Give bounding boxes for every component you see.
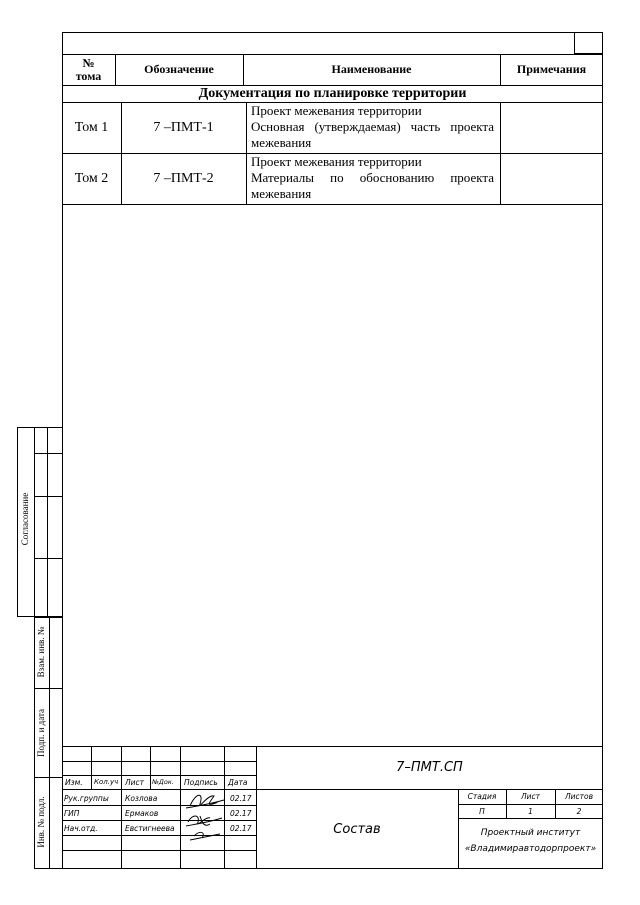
row-1-designation: 7 –ПМТ-1	[153, 119, 214, 135]
sheet-label: Лист	[520, 792, 540, 801]
agreement-label: Согласование	[20, 492, 30, 546]
sign-date-label: Подп. и дата	[36, 708, 46, 758]
org-line-2: «Владимиравтодорпроект»	[464, 844, 597, 854]
section-title: Документация по планировке территории	[198, 85, 467, 101]
stage-label: Стадия	[467, 792, 497, 801]
sheet-value: 1	[528, 806, 533, 816]
row-1-volume: Том 1	[74, 119, 109, 135]
sheets-value: 2	[576, 806, 582, 816]
row-2-name	[246, 154, 500, 202]
signer-2-date: 02.17	[230, 809, 252, 818]
signer-3-date: 02.17	[230, 824, 252, 833]
doc-title: Состав	[333, 821, 381, 837]
signer-2-name: Ермаков	[125, 809, 159, 818]
row-1-name-line1: Проект межевания территории	[251, 103, 422, 118]
col-izm: Изм.	[65, 778, 83, 787]
row-2-name-line1: Проект межевания территории	[251, 154, 422, 169]
signer-1-role: Рук.группы	[64, 794, 109, 803]
row-1-name-rest: Основная (утверждаемая) часть проекта межевания	[251, 119, 494, 150]
col-data: Дата	[228, 778, 248, 787]
replaced-inv-label: Взам. инв. №	[36, 626, 46, 678]
row-1-notes	[500, 102, 603, 153]
signer-3-role: Нач.отд.	[64, 824, 98, 833]
col-kol-uch: Кол.уч	[94, 778, 119, 786]
col-n-dok: №Док.	[152, 778, 174, 786]
signatures-graphic	[180, 786, 228, 842]
row-2-name-rest: Материалы по обоснованию проекта межевания	[251, 170, 494, 201]
header-notes: Примечания	[516, 62, 587, 76]
stage-value: П	[479, 806, 485, 816]
sheets-label: Листов	[564, 792, 593, 801]
inv-orig-label: Инв. № подл.	[36, 796, 46, 848]
signer-1-date: 02.17	[230, 794, 252, 803]
header-volume-no: № тома	[75, 55, 102, 83]
col-podpis: Подпись	[184, 778, 218, 787]
doc-code: 7–ПМТ.СП	[396, 760, 463, 775]
signer-3-name: Евстигнеева	[125, 824, 175, 833]
row-1-name	[246, 103, 500, 151]
org-line-1: Проектный институт	[480, 828, 581, 838]
top-corner-box	[574, 32, 603, 54]
row-2-designation: 7 –ПМТ-2	[153, 170, 214, 186]
col-list: Лист	[125, 778, 145, 787]
header-name: Наименование	[331, 62, 412, 76]
row-2-notes	[500, 153, 603, 204]
signer-2-role: ГИП	[64, 809, 80, 818]
header-designation: Обозначение	[144, 62, 214, 76]
row-2-volume: Том 2	[74, 170, 109, 186]
signer-1-name: Козлова	[125, 794, 158, 803]
